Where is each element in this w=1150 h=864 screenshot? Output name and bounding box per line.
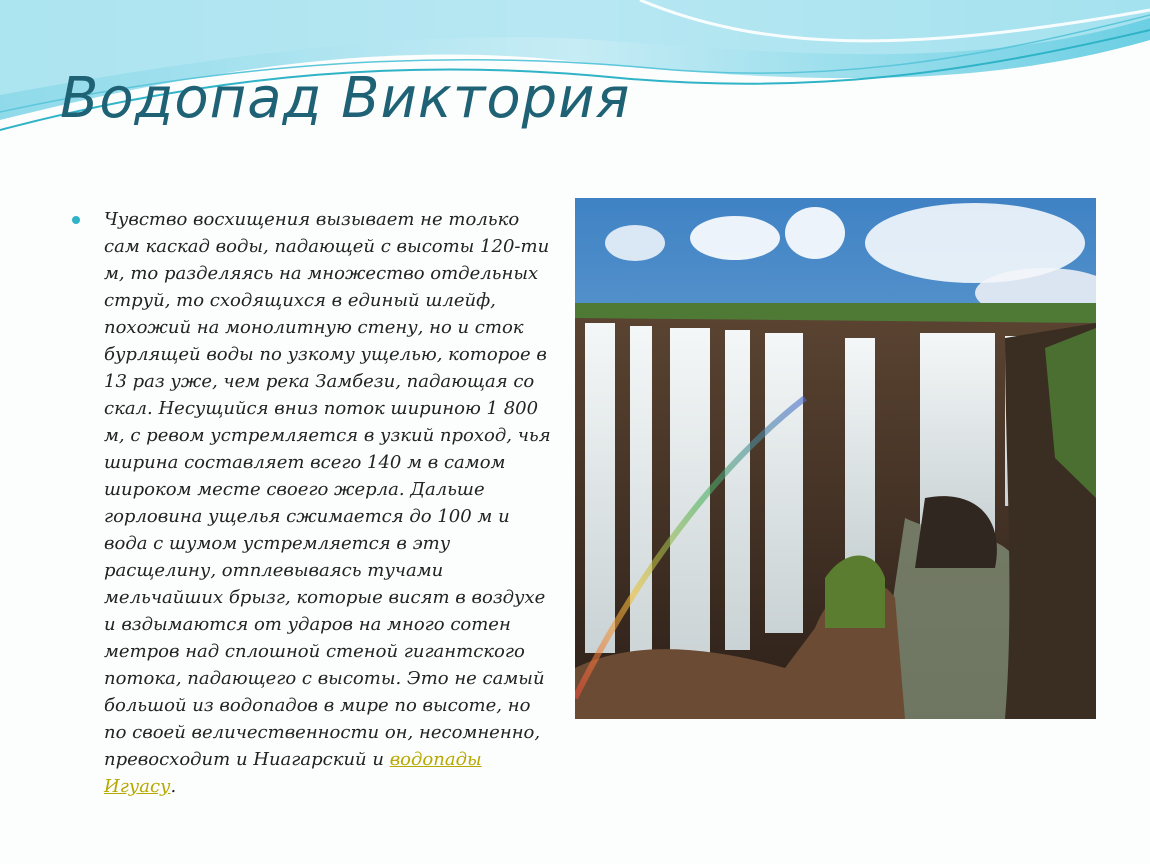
- slide-body-text: [104, 206, 556, 800]
- round-bullet-icon: [72, 216, 80, 224]
- body-paragraph: Чувство восхищения вызывает не только сам каскад воды, падающей с высоты 120-ти м, то разделяясь на множество отдельных струй, то сходящихся в единый шлейф, похожий на монолитную стену, но и сток бурлящей воды по узкому ущелью, которое в 13 раз уже, чем река Замбези, падающая со скал. Несущийся вниз поток шириною 1 800 м, с ревом устремляется в узкий проход, чья ширина составляет всего 140 м в самом широком месте своего жерла. Дальше горловина ущелья сжимается до 100 м и вода с шумом устремляется в эту расщелину, отплевываясь тучами мельчайших брызг, которые висят в воздухе и вздымаются от ударов на много сотен метров над сплошной стеной гигантского потока, падающего с высоты. Это не самый большой из водопадов в мире по высоте, но по своей величественности он, несомненно, превосходит и Ниагарский и: [104, 209, 551, 770]
- trailing-punctuation: .: [170, 776, 177, 797]
- waterfall-photo: [575, 198, 1096, 719]
- slide-title: Водопад Виктория: [60, 66, 631, 131]
- iguazu-falls-link[interactable]: водопады Игуасу: [104, 749, 482, 797]
